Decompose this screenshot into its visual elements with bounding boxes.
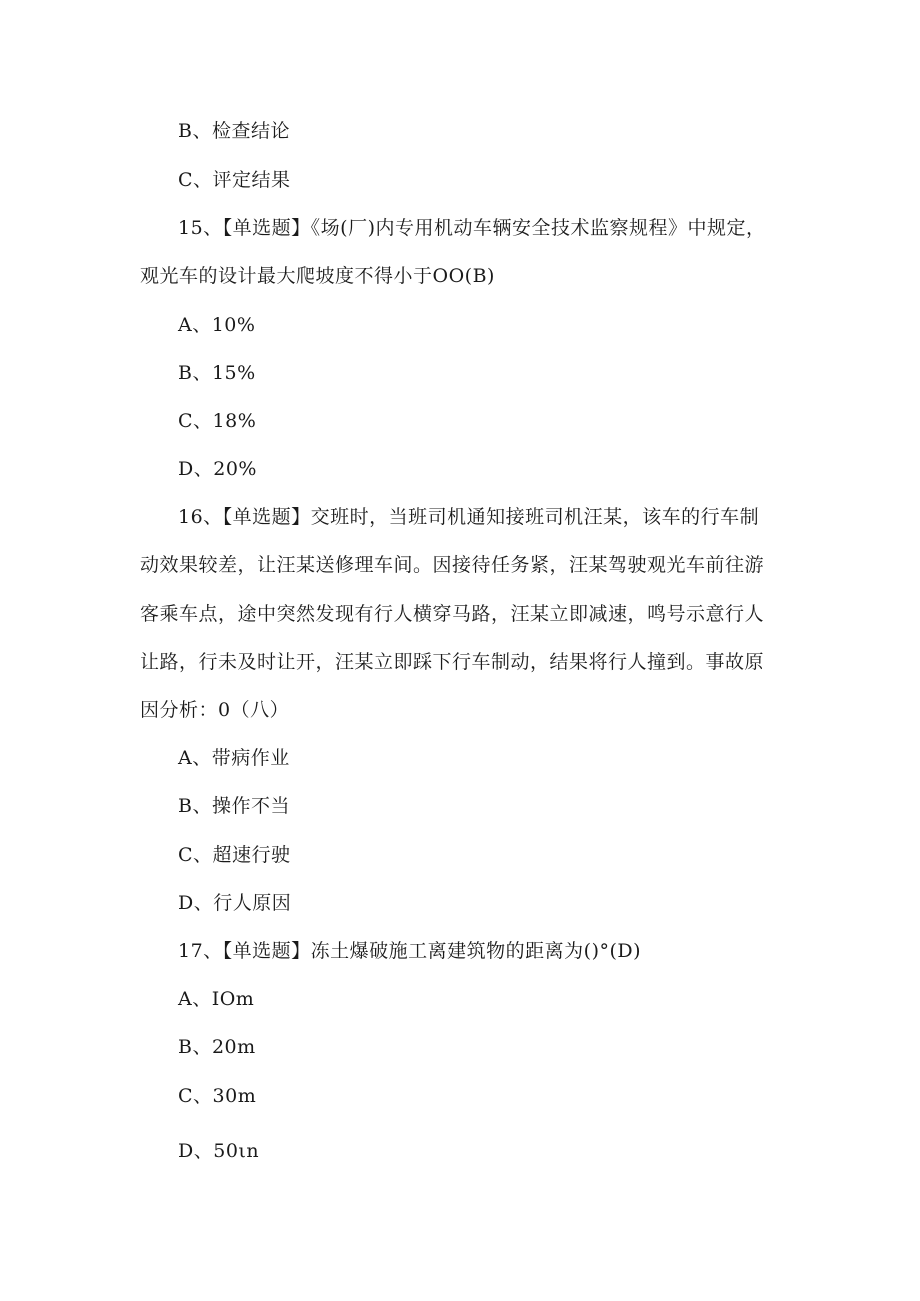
prev-option-b: B、检查结论 [178, 120, 290, 142]
question-17-option-c: C、30m [178, 1085, 257, 1107]
question-16-line-2: 动效果较差，让汪某送修理车间。因接待任务紧，汪某驾驶观光车前往游 [140, 554, 765, 576]
question-16-line-3: 客乘车点，途中突然发现有行人横穿马路，汪某立即减速，鸣号示意行人 [140, 603, 765, 625]
question-15-option-a: A、10% [178, 314, 256, 336]
question-16-option-c: C、超速行驶 [178, 844, 291, 866]
question-16-line-5: 因分析：0（八） [140, 699, 290, 721]
question-17-option-d: D、50ιn [178, 1140, 260, 1162]
question-16-option-d: D、行人原因 [178, 892, 292, 914]
question-16-option-a: A、带病作业 [178, 747, 290, 769]
question-15-line-1: 15、【单选题】《场(厂)内专用机动车辆安全技术监察规程》中规定， [178, 217, 766, 239]
question-16-line-1: 16、【单选题】交班时，当班司机通知接班司机汪某，该车的行车制 [178, 506, 760, 528]
prev-option-c: C、评定结果 [178, 169, 291, 191]
question-16-option-b: B、操作不当 [178, 795, 290, 817]
question-15-option-d: D、20% [178, 458, 257, 480]
question-15-line-2: 观光车的设计最大爬坡度不得小于OO(B) [140, 265, 495, 287]
question-17-option-b: B、20m [178, 1036, 256, 1058]
question-15-option-c: C、18% [178, 410, 257, 432]
question-17-option-a: A、IOm [178, 988, 255, 1010]
question-17-line-1: 17、【单选题】冻土爆破施工离建筑物的距离为()°(D) [178, 940, 642, 962]
question-16-line-4: 让路，行未及时让开，汪某立即踩下行车制动，结果将行人撞到。事故原 [140, 651, 765, 673]
question-15-option-b: B、15% [178, 362, 256, 384]
